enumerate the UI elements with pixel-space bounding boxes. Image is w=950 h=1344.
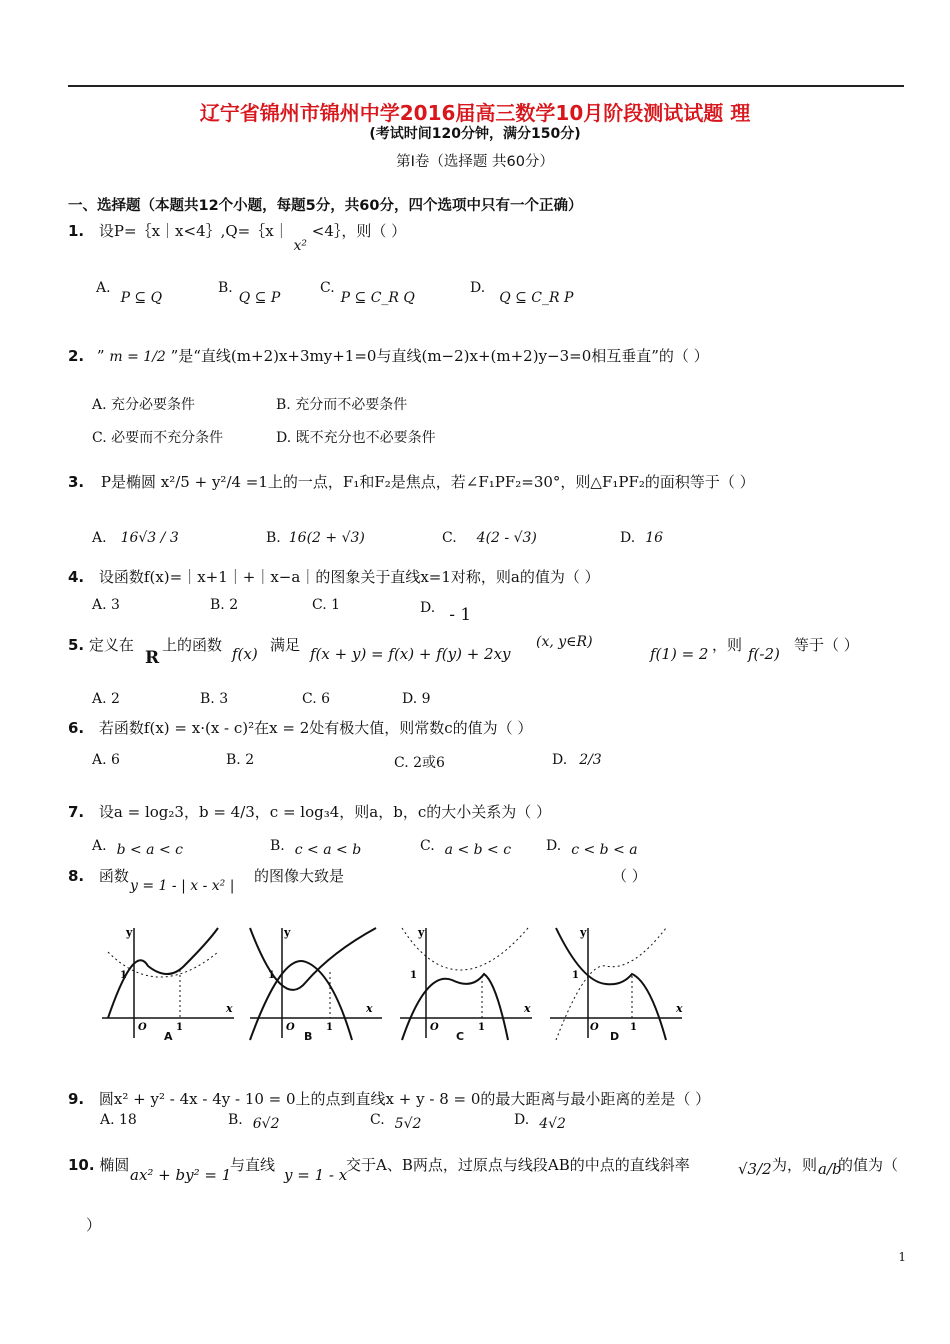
svg-text:y: y — [418, 926, 425, 939]
question-stem: 椭圆 — [99, 1156, 130, 1174]
svg-text:O: O — [430, 1022, 439, 1033]
graph-b — [246, 922, 386, 1042]
graph-c — [396, 922, 536, 1042]
svg-text:x: x — [226, 1002, 233, 1015]
option-expr: P ⊆ Q — [120, 290, 163, 306]
question-4 — [68, 566, 600, 587]
math-expr: f(x) — [232, 645, 258, 663]
math-expr: a/b — [818, 1160, 842, 1178]
option-d — [546, 838, 638, 858]
option-expr: 16(2 + √3) — [288, 530, 365, 546]
header-rule — [68, 85, 904, 87]
option-label: D. — [620, 530, 636, 546]
math-expr: f(-2) — [748, 645, 780, 663]
option-label: A. — [92, 838, 107, 854]
graph-a-label: A — [164, 1030, 173, 1043]
option-expr: 2/3 — [579, 752, 602, 768]
question-number: 8. — [68, 867, 85, 885]
option-b: B. 充分而不必要条件 — [276, 397, 408, 413]
svg-text:x: x — [524, 1002, 531, 1015]
option-label: B. — [218, 280, 233, 296]
question-3 — [68, 471, 755, 492]
svg-text:x: x — [366, 1002, 373, 1015]
question-stem: 设P=｛x｜x<4｝,Q=｛x｜ — [98, 222, 289, 240]
reals-symbol: R — [145, 648, 160, 668]
svg-text:O: O — [286, 1022, 295, 1033]
question-stem: 上的函数 — [162, 636, 223, 654]
math-expr: f(1) = 2 — [650, 645, 709, 663]
question-stem: 圆x² + y² - 4x - 4y - 10 = 0上的点到直线x + y - 8 = 0的最大距离与最小距离的差是（ ） — [98, 1090, 711, 1108]
option-b: B. 3 — [200, 691, 229, 707]
svg-text:1: 1 — [120, 970, 127, 981]
option-b: B. 2 — [226, 752, 255, 768]
question-stem-tail: <4｝，则（ ） — [311, 222, 407, 240]
math-expr: m = 1/2 — [109, 349, 166, 365]
option-expr: Q ⊆ P — [238, 290, 281, 306]
question-2 — [68, 345, 709, 366]
graph-b-label: B — [304, 1030, 313, 1043]
option-a: A. 充分必要条件 — [92, 397, 196, 413]
question-stem: 设函数f(x)=｜x+1｜+｜x−a｜的图象关于直线x=1对称，则a的值为（ ） — [98, 568, 600, 586]
option-a: A. 6 — [92, 752, 120, 768]
option-label: B. — [270, 838, 285, 854]
question-number: 5. — [68, 636, 85, 654]
option-c — [442, 530, 537, 546]
graph-d — [546, 922, 686, 1042]
svg-text:y: y — [580, 926, 587, 939]
option-label: A. — [92, 530, 107, 546]
exam-info: (考试时间120分钟，满分150分) — [369, 126, 581, 142]
option-d — [470, 280, 574, 306]
option-c — [370, 1112, 422, 1132]
option-label: B. — [228, 1112, 243, 1128]
question-7 — [68, 801, 551, 822]
svg-text:1: 1 — [326, 1022, 333, 1033]
question-stem: ，则 — [712, 636, 743, 654]
question-number: 2. — [68, 347, 85, 365]
option-c — [320, 280, 415, 306]
answer-paren: （ ） — [612, 867, 647, 885]
option-b — [270, 838, 362, 858]
option-label: D. — [470, 280, 486, 296]
option-label: D. — [546, 838, 562, 854]
option-c — [420, 838, 512, 858]
option-b — [218, 280, 281, 306]
svg-text:1: 1 — [410, 970, 417, 981]
option-expr: 16√3 / 3 — [120, 530, 179, 546]
option-b — [228, 1112, 280, 1132]
option-a: A. 3 — [92, 597, 120, 613]
math-expr: x² — [293, 238, 308, 254]
question-number: 1. — [68, 222, 85, 240]
option-b: B. 2 — [210, 597, 239, 613]
question-stem: P是椭圆 x²/5 + y²/4 =1上的一点，F₁和F₂是焦点，若∠F₁PF₂=30°，则△F₁PF₂的面积等于（ ） — [100, 473, 755, 491]
option-expr: - 1 — [449, 605, 472, 625]
question-number: 9. — [68, 1090, 85, 1108]
question-stem: 函数 — [98, 867, 129, 885]
option-d — [620, 530, 663, 546]
option-c: C. 2或6 — [394, 755, 445, 771]
graph-d-label: D — [610, 1030, 620, 1043]
question-stem: 设a = log₂3，b = 4/3，c = log₃4，则a，b，c的大小关系为（ ） — [98, 803, 552, 821]
question-5 — [68, 634, 134, 655]
graph-a — [98, 922, 238, 1042]
graph-c-label: C — [456, 1030, 465, 1043]
quote-open: ” — [96, 347, 105, 365]
question-number: 7. — [68, 803, 85, 821]
option-label: C. — [442, 530, 457, 546]
volume-heading: 第Ⅰ卷（选择题 共60分） — [396, 154, 554, 170]
math-expr: f(x + y) = f(x) + f(y) + 2xy — [310, 645, 511, 663]
option-expr: a < b < c — [444, 842, 512, 858]
question-stem: 的图像大致是 — [254, 867, 345, 885]
option-d — [420, 597, 472, 625]
svg-text:1: 1 — [478, 1022, 485, 1033]
svg-text:O: O — [138, 1022, 147, 1033]
math-expr: √3/2 — [738, 1160, 772, 1178]
option-a — [92, 838, 183, 858]
question-10 — [68, 1154, 129, 1175]
option-expr: c < b < a — [571, 842, 638, 858]
question-6 — [68, 717, 532, 738]
option-expr: 4(2 - √3) — [476, 530, 537, 546]
option-b — [266, 530, 365, 546]
option-a — [96, 280, 163, 306]
question-1 — [68, 220, 407, 254]
svg-text:1: 1 — [268, 970, 275, 981]
page-number: 1 — [898, 1250, 906, 1264]
svg-text:1: 1 — [176, 1022, 183, 1033]
option-d — [552, 752, 602, 768]
option-label: D. — [514, 1112, 530, 1128]
option-expr: 4√2 — [539, 1116, 566, 1132]
question-stem: 的值为（ — [838, 1156, 899, 1174]
option-c: C. 必要而不充分条件 — [92, 430, 224, 446]
question-stem: 与直线 — [230, 1156, 276, 1174]
question-number: 6. — [68, 719, 85, 737]
option-expr: b < a < c — [116, 842, 183, 858]
question-stem: 定义在 — [88, 636, 134, 654]
math-expr: y = 1 - x — [284, 1166, 348, 1184]
svg-text:x: x — [676, 1002, 683, 1015]
question-stem: ”是“直线(m+2)x+3my+1=0与直线(m−2)x+(m+2)y−3=0相互垂直”的（ ） — [170, 347, 709, 365]
question-stem: 等于（ ） — [794, 636, 859, 654]
option-label: C. — [370, 1112, 385, 1128]
option-expr: 6√2 — [252, 1116, 280, 1132]
option-label: D. — [420, 600, 436, 616]
question-number: 4. — [68, 568, 85, 586]
option-expr: 5√2 — [394, 1116, 422, 1132]
question-stem: 满足 — [270, 636, 301, 654]
option-expr: c < a < b — [294, 842, 362, 858]
option-c: C. 6 — [302, 691, 331, 707]
question-stem: 交于A、B两点，过原点与线段AB的中点的直线斜率 — [346, 1156, 690, 1174]
question-8 — [68, 865, 129, 886]
option-d: D. 9 — [402, 691, 431, 707]
question-stem: 为，则 — [772, 1156, 818, 1174]
svg-text:1: 1 — [630, 1022, 637, 1033]
question-number: 10. — [68, 1156, 95, 1174]
option-expr: Q ⊆ C_R P — [499, 290, 574, 306]
question-9 — [68, 1088, 710, 1109]
page-title: 辽宁省锦州市锦州中学2016届高三数学10月阶段测试试题 理 — [199, 101, 751, 125]
option-expr: P ⊆ C_R Q — [340, 290, 415, 306]
section-heading: 一、选择题（本题共12个小题，每题5分，共60分，四个选项中只有一个正确） — [68, 198, 583, 214]
option-label: C. — [320, 280, 335, 296]
option-label: B. — [266, 530, 281, 546]
option-label: D. — [552, 752, 568, 768]
option-c: C. 1 — [312, 597, 341, 613]
svg-text:y: y — [126, 926, 133, 939]
option-a: A. 18 — [100, 1112, 137, 1128]
option-label: C. — [420, 838, 435, 854]
question-number: 3. — [68, 473, 85, 491]
answer-paren-close: ） — [86, 1216, 102, 1234]
math-expr: (x, y∈R) — [536, 634, 593, 650]
math-expr: ax² + by² = 1 — [130, 1166, 232, 1184]
svg-text:1: 1 — [572, 970, 579, 981]
option-label: A. — [96, 280, 111, 296]
option-a: A. 2 — [92, 691, 120, 707]
option-d: D. 既不充分也不必要条件 — [276, 430, 436, 446]
math-expr: y = 1 - | x - x² | — [130, 878, 235, 894]
option-expr: 16 — [645, 530, 664, 546]
question-stem: 若函数f(x) = x·(x - c)²在x = 2处有极大值，则常数c的值为（ ） — [98, 719, 533, 737]
svg-text:O: O — [590, 1022, 599, 1033]
option-d — [514, 1112, 566, 1132]
option-a — [92, 530, 179, 546]
svg-text:y: y — [284, 926, 291, 939]
